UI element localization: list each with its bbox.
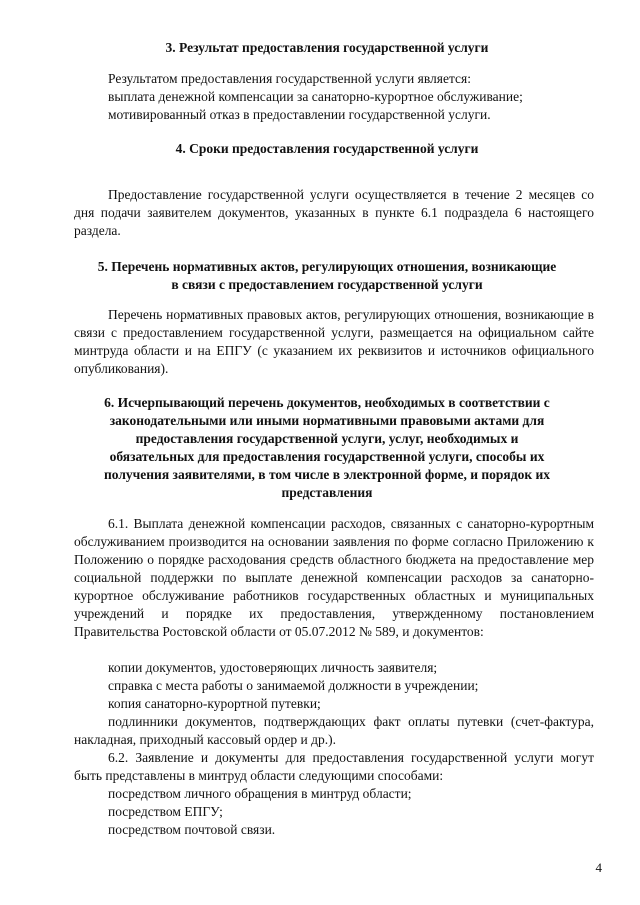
section-6-heading-line-5: получения заявителями, в том числе в электронной форме, и порядок их xyxy=(104,467,550,482)
section-6-1-paragraph: 6.1. Выплата денежной компенсации расходов, связанных с санаторно-курортным обслуживанием производится на основании заявления по форме согласно Приложению к Положению о порядке расходования средств областного бюджета на предоставление мер социальной поддержки по выплате денежной компенсации расходов за санаторно-курортное обслуживание работников государственных областных и муниципальных учреждений и порядке их предоставления, утвержденному постановлением Правительства Ростовской области от 05.07.2012 № 589, и документов: xyxy=(74,516,594,639)
section-6-2-paragraph: 6.2. Заявление и документы для предоставления государственной услуги могут быть представлены в минтруд области следующими способами: xyxy=(74,750,594,783)
section-6-heading-line-2: законодательными или иными нормативными правовыми актами для xyxy=(109,413,545,428)
section-6-heading-line-6: представления xyxy=(281,485,373,500)
section-5-paragraph: Перечень нормативных правовых актов, регулирующих отношения, возникающие в связи с предоставлением государственной услуги, размещается на официальном сайте минтруда области и на ЕПГУ (с указанием их реквизитов и источников официального опубликования). xyxy=(74,307,594,376)
section-5-heading-line-1: 5. Перечень нормативных актов, регулирующих отношения, возникающие xyxy=(97,259,557,274)
section-6-heading-line-3: предоставления государственной услуги, услуг, необходимых и xyxy=(135,431,519,446)
way-list-item-3: посредством почтовой связи. xyxy=(108,822,276,837)
section-6-heading-line-4: обязательных для предоставления государственной услуги, способы их xyxy=(109,449,545,464)
payment-originals-paragraph: подлинники документов, подтверждающих факт оплаты путевки (счет-фактура, накладная, приходный кассовый ордер и др.). xyxy=(74,714,594,747)
way-list-item-1: посредством личного обращения в минтруд области; xyxy=(108,786,412,801)
section-3-line-1: Результатом предоставления государственной услуги является: xyxy=(108,71,471,86)
section-3-heading: 3. Результат предоставления государственной услуги xyxy=(165,40,489,55)
section-6-heading-line-1: 6. Исчерпывающий перечень документов, необходимых в соответствии с xyxy=(104,395,550,410)
way-list-item-2: посредством ЕПГУ; xyxy=(108,804,223,819)
document-list-item-1: копии документов, удостоверяющих личность заявителя; xyxy=(108,660,438,675)
document-list-item-2: справка с места работы о занимаемой должности в учреждении; xyxy=(108,678,479,693)
section-4-heading: 4. Сроки предоставления государственной услуги xyxy=(175,141,479,156)
section-4-paragraph: Предоставление государственной услуги осуществляется в течение 2 месяцев со дня подачи заявителем документов, указанных в пункте 6.1 подраздела 6 настоящего раздела. xyxy=(74,187,594,238)
section-3-line-3: мотивированный отказ в предоставлении государственной услуги. xyxy=(108,107,491,122)
page-number: 4 xyxy=(595,860,602,875)
section-5-heading-line-2: в связи с предоставлением государственной услуги xyxy=(171,277,483,292)
section-3-line-2: выплата денежной компенсации за санаторно-курортное обслуживание; xyxy=(108,89,523,104)
document-list-item-3: копия санаторно-курортной путевки; xyxy=(108,696,321,711)
